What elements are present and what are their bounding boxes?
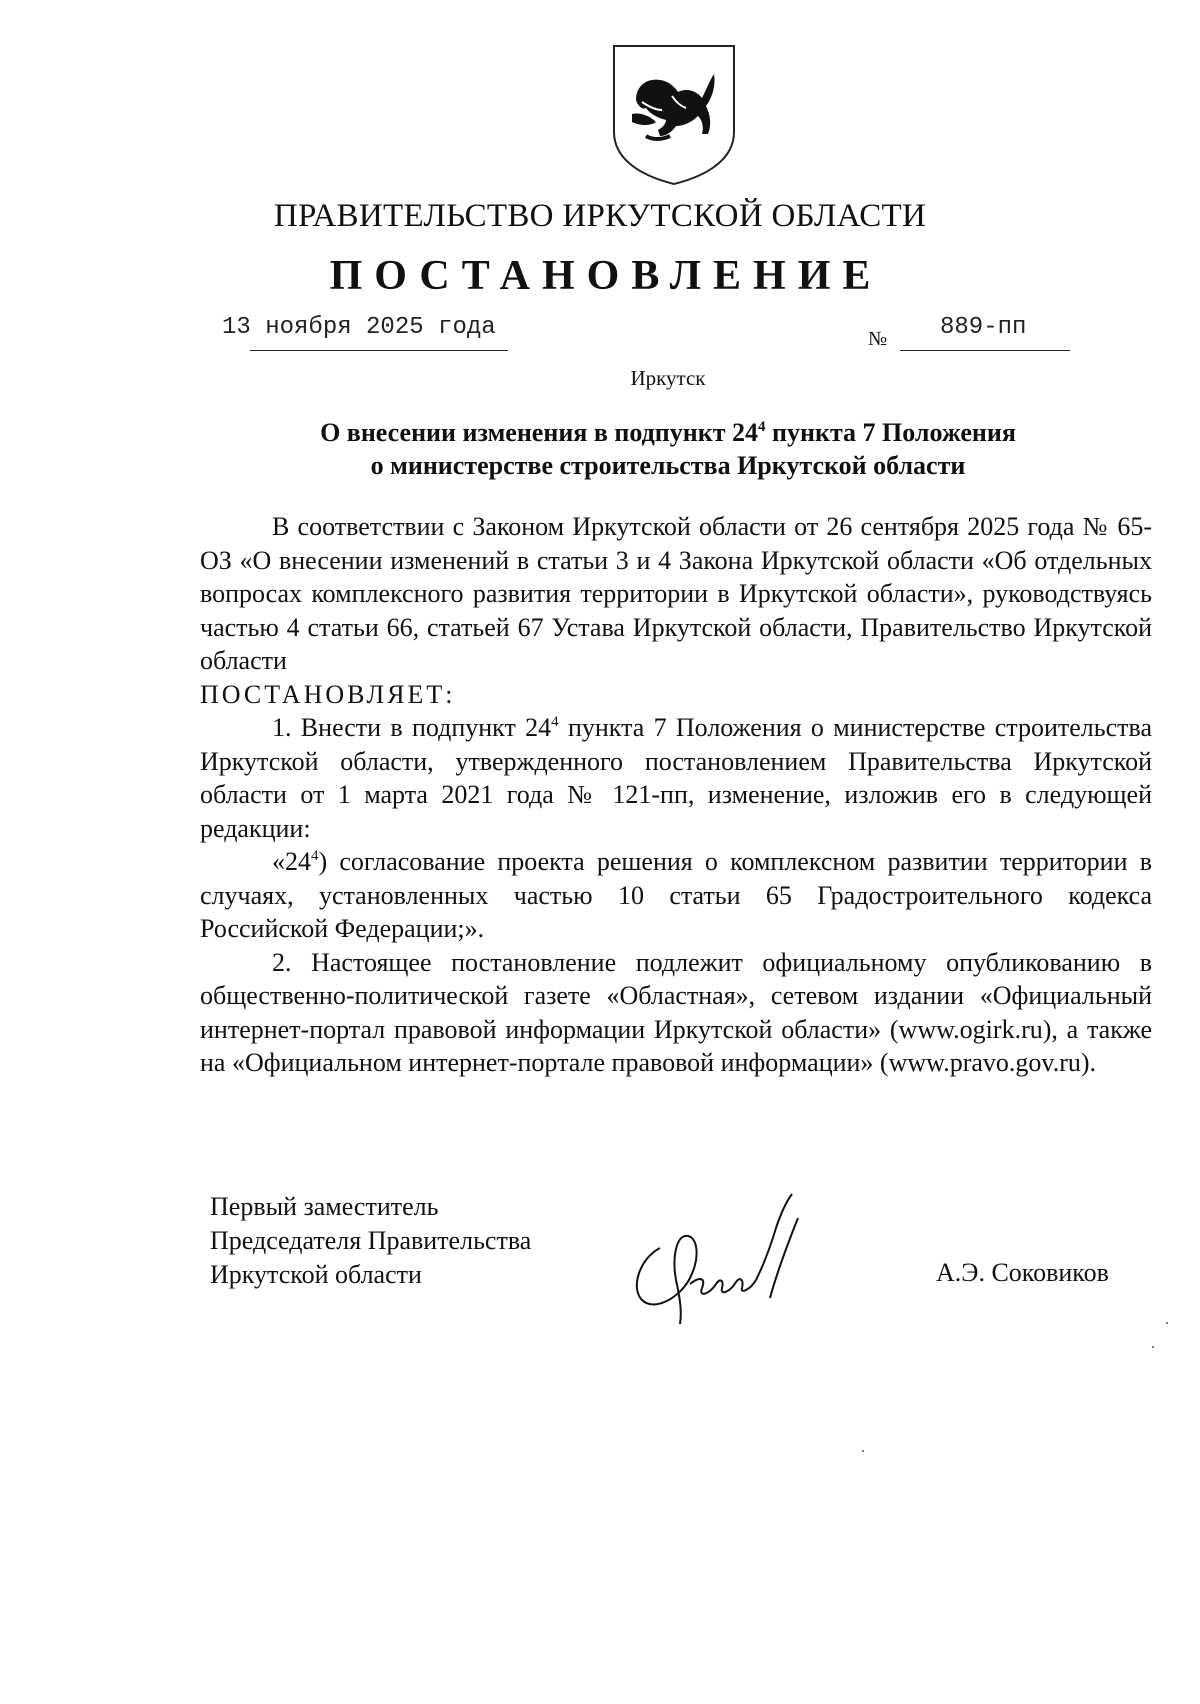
document-type: ПОСТАНОВЛЕНИЕ	[329, 253, 883, 299]
decree-word: ПОСТАНОВЛЯЕТ:	[200, 679, 456, 709]
subject-line-2: о министерстве строительства Иркутской области	[370, 451, 966, 480]
subject-line-1: О внесении изменения в подпункт $24^4$ пункта 7 Положения	[320, 418, 1016, 447]
quoted-amendment-paragraph: «$24^4$) согласование проекта решения о комплексном развитии территории в случаях, установленных частью 10 статьи 65 Градостроительного кодекса Российской Федерации;».	[200, 847, 1152, 943]
signer-title: Первый заместитель Председателя Правительства Иркутской области	[210, 1192, 532, 1289]
scan-speck	[862, 1450, 864, 1452]
signer-name: А.Э. Соковиков	[936, 1258, 1109, 1287]
item-1-paragraph: 1. Внести в подпункт $24^4$ пункта 7 Положения о министерстве строительства Иркутской области, утвержденного постановлением Правительства Иркутской области от 1 марта 2021 года № 121-пп, изменение, изложив его в следующей редакции:	[200, 713, 1152, 843]
scan-speck	[1166, 1322, 1168, 1324]
handwritten-signature	[620, 1188, 850, 1328]
number-underline	[900, 350, 1070, 351]
document-subject	[0, 416, 1200, 482]
document-date: 13 ноября 2025 года	[222, 314, 496, 341]
date-underline	[250, 350, 508, 351]
item-2-paragraph: 2. Настоящее постановление подлежит официальному опубликованию в общественно-политической газете «Областная», сетевом издании «Официальный интернет-портал правовой информации Иркутской области» (www.ogirk.ru), а также на «Официальном интернет-портале правовой информации» (www.pravo.gov.ru).	[200, 947, 1152, 1077]
document-body	[200, 510, 1152, 1080]
government-title: ПРАВИТЕЛЬСТВО ИРКУТСКОЙ ОБЛАСТИ	[273, 198, 927, 234]
city: Иркутск	[630, 366, 706, 390]
coat-of-arms-icon	[606, 40, 742, 188]
preamble-paragraph: В соответствии с Законом Иркутской области от 26 сентября 2025 года № 65-ОЗ «О внесении изменений в статьи 3 и 4 Закона Иркутской области «Об отдельных вопросах комплексного развития территории в Иркутской области», руководствуясь частью 4 статьи 66, статьей 67 Устава Иркутской области, Правительство Иркутской области	[200, 512, 1152, 675]
scan-speck	[1152, 1346, 1154, 1348]
document-number: 889-пп	[940, 314, 1027, 341]
number-sign: №	[868, 328, 888, 350]
